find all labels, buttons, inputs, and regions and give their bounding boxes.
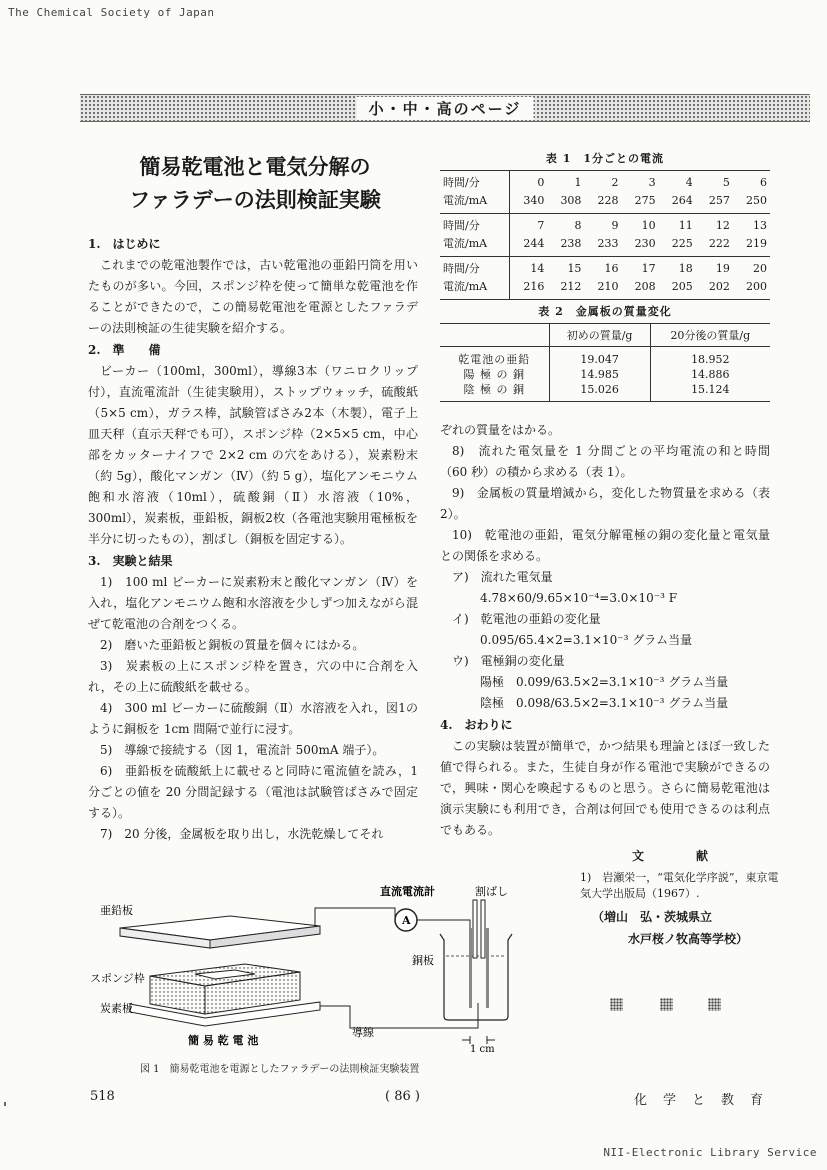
step-3: 3) 炭素板の上にスポンジ枠を置き，穴の中に合剤を入れ，その上に硫酸紙を載せる。 <box>88 659 418 694</box>
step-10: 10) 乾電池の亜鉛，電気分解電極の銅の変化量と電気量との関係を求める。 <box>440 528 770 563</box>
time-label: 時間/分 <box>440 257 510 279</box>
time-label: 時間/分 <box>440 214 510 236</box>
cell: 16 <box>584 257 621 279</box>
cell: 244 <box>523 237 545 250</box>
page-center-number: ( 86 ) <box>385 1089 420 1104</box>
zinc-label: 亜鉛板 <box>100 904 133 917</box>
cell: 10 <box>622 214 659 236</box>
cell: 205 <box>659 278 696 300</box>
table-row <box>440 347 770 368</box>
ammeter-label: 直流電流計 <box>380 885 435 898</box>
cell: 1 <box>547 171 584 193</box>
calc-a-value: 4.78×60/9.65×10⁻⁴=3.0×10⁻³ F <box>480 591 678 605</box>
table-row <box>440 235 770 257</box>
section-4-text: この実験は装置が簡単で，かつ結果も理論とほぼ一致した値で得られる。また，生徒自身が作る電池で実験ができるので，興味・関心を喚起するものと思う。さらに簡易乾電池は演示実験にも利用でき，合剤は何回でも使用できるのは利点でもある。 <box>440 739 770 837</box>
cell: 264 <box>671 194 693 207</box>
cell: 340 <box>523 194 545 207</box>
figure-1-diagram <box>90 878 560 1078</box>
section-3-heading: 3. 実験と結果 <box>88 554 173 568</box>
table-header-row <box>440 324 770 347</box>
author-block <box>592 906 748 950</box>
cell: 212 <box>547 278 584 300</box>
column-header: 初めの質量/g <box>549 324 650 347</box>
current-label: 電流/mA <box>440 192 510 214</box>
section-banner <box>80 94 810 122</box>
cell: 18.952 <box>650 347 770 368</box>
cell: 15.026 <box>549 382 650 402</box>
cell: 257 <box>708 194 730 207</box>
section-2-heading: 2. 準 備 <box>88 343 161 357</box>
references <box>580 848 780 902</box>
step-9: 9) 金属板の質量増減から，変化した物質量を求める（表 2）。 <box>440 486 770 521</box>
decorative-square <box>660 998 673 1011</box>
current-label: 電流/mA <box>440 278 510 300</box>
table-row <box>440 367 770 382</box>
journal-name: 化学と教育 <box>634 1093 780 1108</box>
current-table <box>440 170 770 300</box>
section-1-heading: 1. はじめに <box>88 237 161 251</box>
cell: 11 <box>659 214 696 236</box>
battery-label: 簡 易 乾 電 池 <box>188 1034 259 1047</box>
cell: 14.886 <box>650 367 770 382</box>
chopsticks-label: 割ばし <box>475 885 508 898</box>
sponge-label: スポンジ枠 <box>90 972 145 985</box>
cell: 18 <box>659 257 696 279</box>
calc-u-value-anode: 陽極 0.099/63.5×2=3.1×10⁻³ グラム当量 <box>480 675 729 689</box>
column-header <box>440 324 549 347</box>
table-row <box>440 192 770 214</box>
section-1-text: これまでの乾電池製作では，古い乾電池の亜鉛円筒を用いたものが多い。今回，スポンジ枠を使って簡単な乾電池を作ることができたので，この簡易乾電池を電源としたファラデーの法則検証の生徒実験を紹介する。 <box>88 258 418 335</box>
cell: 200 <box>733 278 770 300</box>
cell: 250 <box>746 194 767 207</box>
copper-electrodes <box>469 928 489 1008</box>
cell: 0 <box>510 171 548 193</box>
decorative-square <box>610 998 623 1011</box>
table-1-caption: 表 1 1分ごとの電流 <box>545 152 665 165</box>
cell: 14.985 <box>549 367 650 382</box>
step-4: 4) 300 ml ビーカーに硫酸銅（Ⅱ）水溶液を入れ，図1のように銅板を 1cm 間隔で並行に浸す。 <box>88 701 418 736</box>
step-1: 1) 100 ml ビーカーに炭素粉末と酸化マンガン（Ⅳ）を入れ，塩化アンモニウム飽和水溶液を少しずつ加えながら混ぜて乾電池の合剤をつくる。 <box>88 575 418 631</box>
cell: 2 <box>584 171 621 193</box>
right-column <box>440 420 770 841</box>
column-header: 20分後の質量/g <box>650 324 770 347</box>
left-column <box>88 233 418 845</box>
table-row <box>440 278 770 300</box>
cell: 7 <box>510 214 548 236</box>
mass-table <box>440 323 770 402</box>
table-row <box>440 382 770 402</box>
cell: 20 <box>733 257 770 279</box>
calc-i-value: 0.095/65.4×2=3.1×10⁻³ グラム当量 <box>480 633 693 647</box>
time-label: 時間/分 <box>440 171 510 193</box>
cell: 15.124 <box>650 382 770 402</box>
table-2-caption: 表 2 金属板の質量変化 <box>538 305 672 318</box>
cell: 202 <box>696 278 733 300</box>
section-2-text: ビーカー（100ml，300ml），導線3本（ワニロクリップ付），直流電流計（生徒実験用），ストップウォッチ，硫酸紙（5×5 cm），ガラス棒，試験管ばさみ2本（木製），電子上皿天秤（直示天秤でも可），スポンジ枠（2×5×5 cm，中心部をカッターナイフで 2×2 cm の穴をあける），炭素粉末（約 5g），酸化マンガン（Ⅳ）（約 5 g），塩化アンモニウム飽和水溶液（10ml），硫酸銅（Ⅱ）水溶液（10%，300ml），炭素板，亜鉛板，銅板2枚（各電池実験用電極板を半分に切ったもの），割ばし（銅板を固定する）。 <box>88 364 418 546</box>
copper-label: 銅板 <box>412 954 434 967</box>
zinc-plate <box>120 916 320 948</box>
wire-label: 導線 <box>352 1026 374 1039</box>
cell: 19 <box>696 257 733 279</box>
calc-u-value-cathode: 陰極 0.098/63.5×2=3.1×10⁻³ グラム当量 <box>480 696 729 710</box>
margin-mark <box>4 1102 6 1106</box>
cell: 9 <box>584 214 621 236</box>
cell: 208 <box>622 278 659 300</box>
chopsticks <box>473 900 485 958</box>
current-label: 電流/mA <box>440 235 510 257</box>
step-7: 7) 20 分後，金属板を取り出し，水洗乾燥してそれ <box>100 827 384 841</box>
figure-1-caption: 図 1 簡易乾電池を電源としたファラデーの法則検証実験装置 <box>140 1064 420 1075</box>
cell: 308 <box>560 194 582 207</box>
cell: 228 <box>597 194 619 207</box>
author-name: （増山 弘・茨城県立 <box>592 910 713 924</box>
section-4-heading: 4. おわりに <box>440 718 513 732</box>
cell: 222 <box>708 237 730 250</box>
decorative-square <box>708 998 721 1011</box>
step-8: 8) 流れた電気量を 1 分間ごとの平均電流の和と時間（60 秒）の積から求める（表 1）。 <box>440 444 770 479</box>
page-number: 518 <box>90 1089 115 1104</box>
table-row <box>440 257 770 279</box>
calc-i-heading: イ) 乾電池の亜鉛の変化量 <box>452 612 601 626</box>
cell: 19.047 <box>549 347 650 368</box>
cell: 216 <box>510 278 548 300</box>
cell: 3 <box>622 171 659 193</box>
cell: 14 <box>510 257 548 279</box>
continued-text: ぞれの質量をはかる。 <box>440 423 561 437</box>
banner-title: 小・中・高のページ <box>357 97 534 120</box>
table-row <box>440 171 770 193</box>
cell: 乾電池の亜鉛 <box>458 353 531 366</box>
gap-label: 1 cm <box>470 1044 495 1055</box>
cell: 219 <box>746 237 767 250</box>
table-row <box>440 214 770 236</box>
step-5: 5) 導線で接続する（図 1，電流計 500mA 端子）。 <box>100 743 385 757</box>
wire-to-electrode <box>417 920 470 928</box>
ammeter-symbol: A <box>402 914 411 927</box>
cell: 210 <box>584 278 621 300</box>
article-title <box>105 150 405 216</box>
cell: 225 <box>671 237 693 250</box>
calc-u-heading: ウ) 電極銅の変化量 <box>452 654 565 668</box>
cell: 5 <box>696 171 733 193</box>
references-title: 文 献 <box>631 849 728 863</box>
cell: 6 <box>733 171 770 193</box>
cell: 230 <box>634 237 656 250</box>
cell: 233 <box>597 237 619 250</box>
cell: 238 <box>560 237 582 250</box>
table-2 <box>440 303 770 402</box>
table-1 <box>440 150 770 300</box>
cell: 17 <box>622 257 659 279</box>
library-footer: NII-Electronic Library Service <box>603 1146 817 1159</box>
cell: 12 <box>696 214 733 236</box>
calc-a-heading: ア) 流れた電気量 <box>452 570 553 584</box>
cell: 275 <box>634 194 656 207</box>
cell: 13 <box>733 214 770 236</box>
sponge-frame <box>150 964 300 1014</box>
cell: 陰 極 の 銅 <box>440 382 549 402</box>
cell: 15 <box>547 257 584 279</box>
carbon-label: 炭素板 <box>100 1002 133 1015</box>
title-line-1: 簡易乾電池と電気分解の <box>139 154 371 179</box>
title-line-2: ファラデーの法則検証実験 <box>129 187 381 212</box>
publisher-header: The Chemical Society of Japan <box>8 6 215 19</box>
cell: 陽 極 の 銅 <box>463 368 526 381</box>
cell: 8 <box>547 214 584 236</box>
cell: 4 <box>659 171 696 193</box>
step-2: 2) 磨いた亜鉛板と銅板の質量を個々にはかる。 <box>100 638 365 652</box>
author-affiliation: 水戸桜ノ牧高等学校） <box>628 932 749 946</box>
step-6: 6) 亜鉛板を硫酸紙上に載せると同時に電流値を読み，1分ごとの値を 20 分間記録する（電池は試験管ばさみで固定する）。 <box>88 764 418 820</box>
wire-to-ammeter <box>315 908 395 926</box>
reference-item: 1) 岩瀬栄一，“電気化学序説”，東京電気大学出版局（1967）. <box>580 871 779 900</box>
wire-return <box>320 1003 478 1028</box>
